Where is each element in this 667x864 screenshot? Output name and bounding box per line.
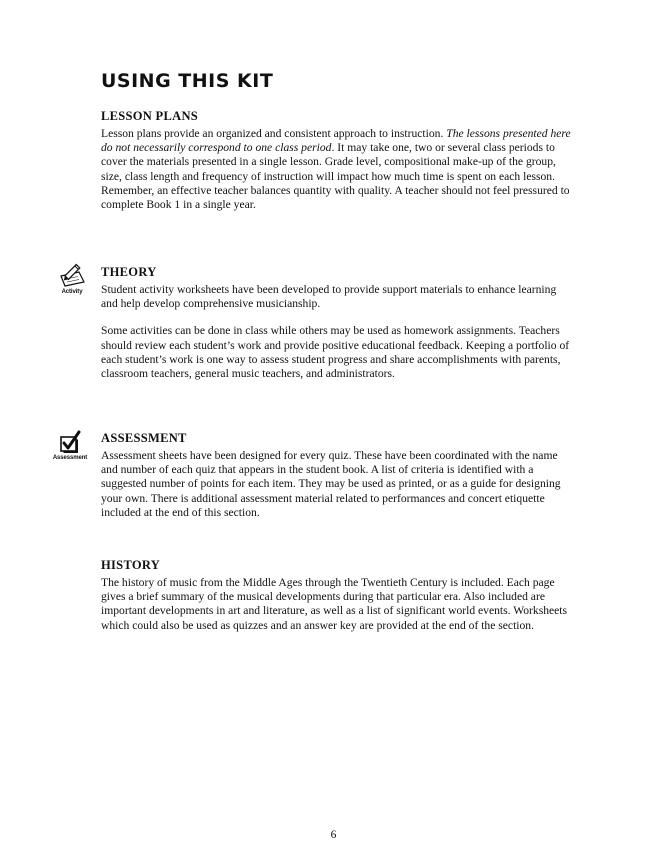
page-number: 6 — [330, 829, 337, 841]
history-heading: HISTORY — [101, 558, 161, 572]
theory-paragraph-2: Some activities can be done in class while others may be used as homework assignments. Teachers should review each student’s work and provide positive educational feedback. Keeping a portfolio of each student’s work is one way to assess student progress and share accomplishments with parents, classroom teachers, general music teachers, and administrators. — [101, 324, 570, 381]
section-assessment — [101, 431, 571, 520]
assessment-icon-caption: Assessment — [52, 455, 88, 461]
section-lesson-plans — [101, 109, 571, 212]
section-history — [101, 558, 571, 633]
theory-paragraph-1: Student activity worksheets have been developed to provide support materials to enhance learning and help develop comprehensive musicianship. — [101, 283, 557, 311]
theory-heading: THEORY — [101, 265, 157, 279]
activity-icon-caption: Activity — [61, 289, 83, 295]
activity-icon-block — [52, 262, 92, 295]
lesson-plans-heading: LESSON PLANS — [101, 109, 199, 123]
section-theory — [101, 265, 571, 381]
lesson-plans-text-b: . It may take one, two or several class periods to cover the materials presented in a single lesson. Grade level, compositional make-up of the group, size, class length and frequency of instruction will impact how much time is spent on each lesson. Remember, an effective teacher balances quantity with quality. A teacher should not feel pressured to complete Book 1 in a single year. — [101, 141, 570, 212]
history-paragraph: The history of music from the Middle Ages through the Twentieth Century is included. Each page gives a brief summary of the musical developments during that particular era. Also included are important developments in art and literature, as well as a list of significant world events. Worksheets which could also be used as quizzes and an answer key are provided at the end of the section. — [101, 576, 568, 632]
lesson-plans-text-italic: The lessons presented here do not necessarily correspond to one class period — [101, 127, 571, 155]
assessment-paragraph: Assessment sheets have been designed for every quiz. These have been coordinated with the name and number of each quiz that appears in the student book. A list of criteria is identified with a suggested number of points for each item. They may be used as printed, or as a guide for designing your own. There is additional assessment material related to performances and concert etiquette included at the end of this section. — [101, 449, 561, 519]
page-title: USING THIS KIT — [101, 70, 274, 92]
lesson-plans-paragraph — [101, 127, 571, 212]
assessment-heading: ASSESSMENT — [101, 431, 187, 445]
checkmark-box-icon — [57, 430, 83, 454]
lesson-plans-text-a: Lesson plans provide an organized and consistent approach to instruction. — [101, 127, 447, 140]
assessment-icon-block — [50, 430, 90, 461]
pencil-on-paper-icon — [57, 262, 87, 288]
